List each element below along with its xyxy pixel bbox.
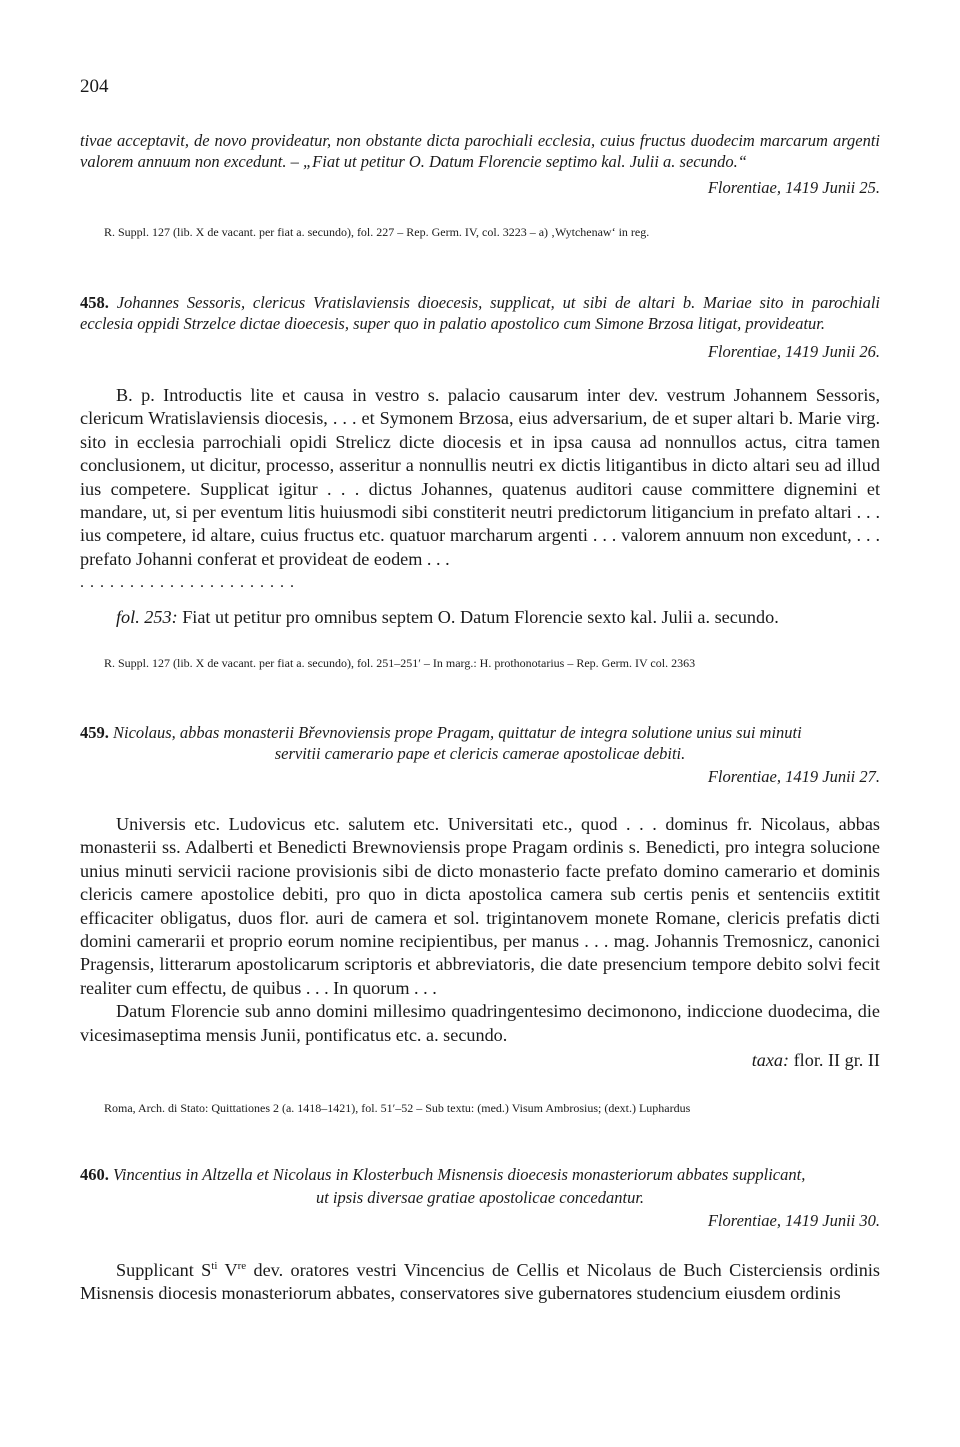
entry-459-heading [80,722,880,743]
entry-number: 459. [80,723,109,742]
entry-460-summary-line2: ut ipsis diversae gratiae apostolicae concedantur. [315,1188,645,1207]
entry-459-note: Roma, Arch. di Stato: Quittationes 2 (a. 1418–1421), fol. 51′–52 – Sub textu: (med.) Visum Ambrosius; (dext.) Luphardus [104,1101,691,1115]
entry-459-taxa [600,1049,880,1072]
fol-text: Fiat ut petitur pro omnibus septem O. Datum Florencie sexto kal. Julii a. secundo. [182,607,779,627]
entry-number: 460. [80,1165,109,1184]
superscript: re [237,1260,247,1272]
fol-label: fol. 253: [116,607,178,627]
entry-459-date: Florentiae, 1419 Junii 27. [707,767,880,786]
taxa-value: flor. II gr. II [793,1050,880,1070]
carry-over-text: tivae acceptavit, de novo provideatur, non obstante dicta parochiali ecclesia, cuius fructus duodecim marcarum argenti valorem annuum non excedunt. – „Fiat ut petitur O. Datum Florencie septimo kal. Julii a. secundo.“ [80,131,880,171]
entry-459-summary-line2: servitii camerario pape et clericis camerae apostolicae debiti. [274,744,686,763]
entry-summary-line1: Vincentius in Altzella et Nicolaus in Klosterbuch Misnensis dioecesis monasteriorum abbates supplicant, [113,1165,806,1184]
entry-paragraph: Universis etc. Ludovicus etc. salutem etc. Universitati etc., quod . . . dominus fr. Nicolaus, abbas monasterii ss. Adalberti et Benedicti Brewnoviensis prope Pragam ordinis s. Benedicti, pro integra solucione unius minuti servicii racione provisionis sibi de dicto monasterio facte prefato domino camerario et dominis clericis camere apostolice debiti, pro quo in dicta apostolica camera sub certis penis et sentenciis extitit efficaciter obligatus, duos flor. auri de camera et sol. trigintanovem monete Romane, clericis prefatis dicti domini camerarii et proprio eorum nomine recipientibus, per manus . . . mag. Johannis Tremosnicz, canonici Pragensis, litterarum apostolicarum scriptoris et abbreviatoris, die date presencium tempore debito solvi fecit realiter cum effectu, de quibus . . . In quorum . . . [80,814,880,998]
entry-458-body [80,384,880,571]
entry-458-fol-line [116,606,886,629]
entry-paragraph: B. p. Introductis lite et causa in vestro s. palacio causarum inter dev. vestrum Johannem Sessoris, clericum Wratislaviensis diocesis, . . . et Symonem Brzosa, eius adversarium, de et super altari b. Marie virg. sito in ecclesia parrochiali opidi Strelicz dicte diocesis et in ipsa causa ad nonnullos actus, citra tamen conclusionem, ut dicitur, processo, asseritur a nonnullis neutri ex dictis litigantibus in dicto altari seu ad illud ius competere. Supplicat igitur . . . dictus Johannes, quatenus auditori cause committere dignemini et mandare, ut, si per eventum litis huiusmodi sibi constiterit neutri predictorum litigancium in prefato altari . . . ius competere, id altare, cuius fructus etc. quatuor marcharum argenti . . . valorem annuum non excedunt, . . . prefato Johanni conferat et provideat de eodem . . . [80,385,880,569]
body-mid: V [217,1260,238,1281]
entry-459-body [80,813,880,1047]
carry-over-date: Florentiae, 1419 Junii 25. [707,178,880,197]
taxa-label: taxa: [751,1050,790,1070]
entry-458-ellipsis: . . . . . . . . . . . . . . . . . . . . . . [80,574,295,591]
entry-458-heading [80,292,880,334]
entry-summary: Johannes Sessoris, clericus Vratislaviensis dioecesis, supplicat, ut sibi de altari b. Mariae sito in parochiali ecclesia oppidi Strzelce dictae dioecesis, super quo in palatio apostolico cum Simone Brzosa litigat, provideatur. [80,293,881,333]
entry-summary-line1: Nicolaus, abbas monasterii Břevnoviensis prope Pragam, quittatur de integra solutione unius sui minuti [113,723,802,742]
entry-paragraph: Datum Florencie sub anno domini millesimo quadringentesimo decimonono, indiccione duodecima, die vicesimaseptima mensis Junii, pontificatus etc. a. secundo. [80,1001,880,1045]
body-start: Supplicant S [116,1260,212,1281]
superscript: ti [211,1260,218,1272]
body-rest: dev. oratores vestri Vincencius de Cellis et Nicolaus de Buch Cisterciensis ordinis Misnensis diocesis monasteriorum abbates, conservatores sive gubernatores studencium eiusdem ordinis [80,1260,880,1304]
entry-460-body [80,1255,880,1306]
entry-458-note: R. Suppl. 127 (lib. X de vacant. per fiat a. secundo), fol. 251–251′ – In marg.: H. prothonotarius – Rep. Germ. IV col. 2363 [104,656,696,670]
entry-460-date: Florentiae, 1419 Junii 30. [707,1211,880,1230]
entry-458-date: Florentiae, 1419 Junii 26. [707,342,880,361]
entry-number: 458. [80,293,109,312]
carry-over-note: R. Suppl. 127 (lib. X de vacant. per fiat a. secundo), fol. 227 – Rep. Germ. IV, col. 3223 – a) ‚Wytchenaw‘ in reg. [104,225,650,239]
page-number: 204 [80,76,109,97]
entry-460-heading [80,1164,880,1185]
